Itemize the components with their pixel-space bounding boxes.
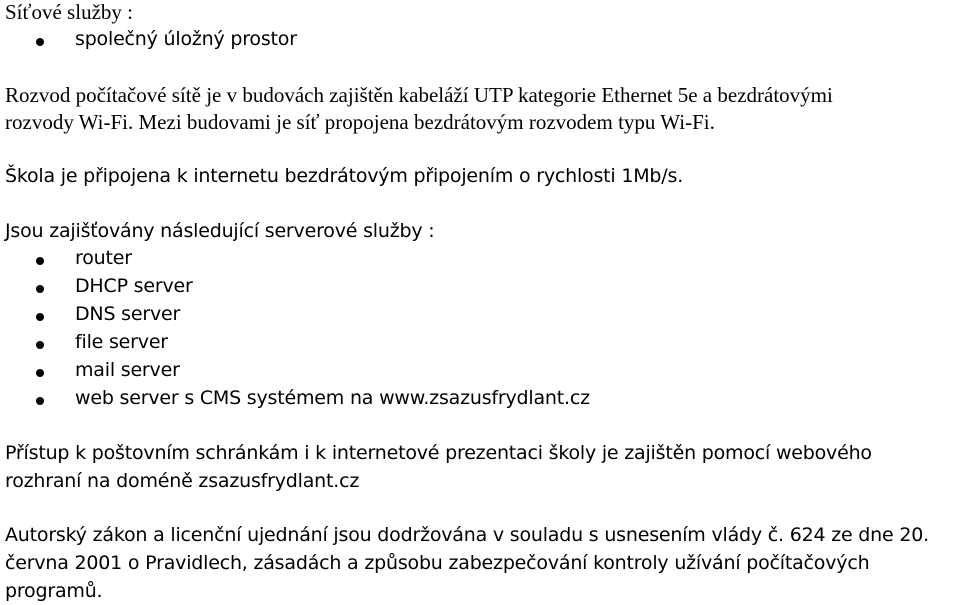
bullet-icon: [36, 341, 44, 349]
list-item-text: společný úložný prostor: [75, 28, 297, 50]
list-item-text: mail server: [75, 359, 180, 381]
list-item-text: file server: [75, 331, 168, 353]
bullet-icon: [36, 285, 44, 293]
bullet-icon: [36, 369, 44, 377]
list-item-text: web server s CMS systémem na www.zsazusfrydlant.cz: [75, 387, 590, 409]
paragraph-line: programů.: [5, 580, 103, 602]
bullet-icon: [36, 313, 44, 321]
list-item-text: router: [75, 247, 132, 269]
paragraph-line: Rozvod počítačové sítě je v budovách zajištěn kabeláží UTP kategorie Ethernet 5e a bezdrátovými: [5, 83, 833, 107]
paragraph-line: června 2001 o Pravidlech, zásadách a způsobu zabezpečování kontroly užívání počítačových: [5, 552, 870, 574]
list-item-text: DHCP server: [75, 275, 193, 297]
paragraph-line: rozhraní na doméně zsazusfrydlant.cz: [5, 470, 360, 492]
bullet-icon: [36, 257, 44, 265]
list-item-text: DNS server: [75, 303, 181, 325]
paragraph-line: rozvody Wi-Fi. Mezi budovami je síť propojena bezdrátovým rozvodem typu Wi-Fi.: [5, 110, 715, 134]
section-heading-server-services: Jsou zajišťovány následující serverové služby :: [5, 220, 435, 242]
paragraph-line: Přístup k poštovním schránkám i k internetové prezentaci školy je zajištěn pomocí webového: [5, 442, 872, 464]
paragraph-line: Škola je připojena k internetu bezdrátovým připojením o rychlosti 1Mb/s.: [5, 165, 684, 187]
bullet-icon: [36, 38, 44, 46]
bullet-icon: [36, 397, 44, 405]
section-heading-network-services: Síťové služby :: [5, 0, 133, 24]
paragraph-line: Autorský zákon a licenční ujednání jsou dodržována v souladu s usnesením vlády č. 624 ze dne 20.: [5, 524, 929, 546]
